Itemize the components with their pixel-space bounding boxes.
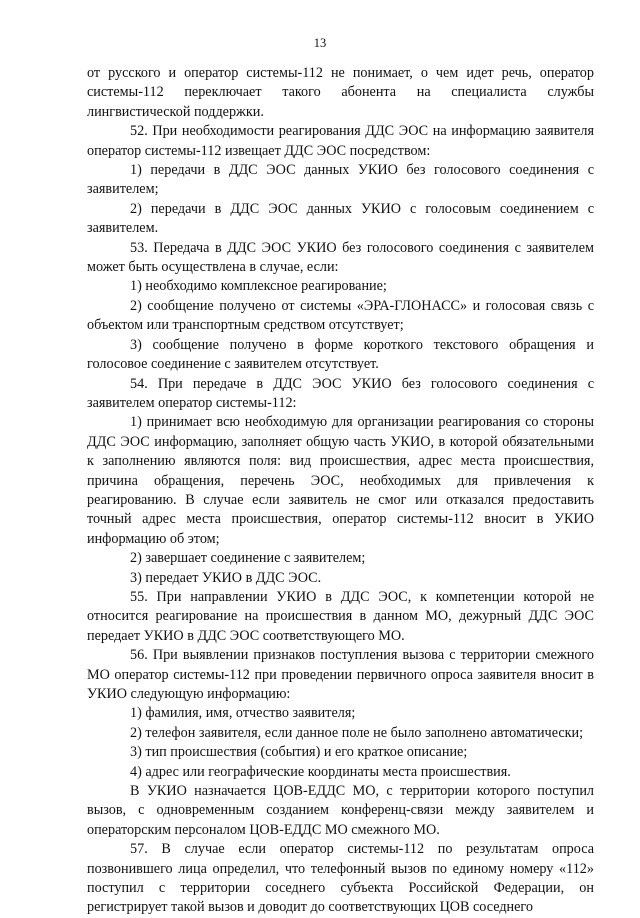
- paragraph-57: 57. В случае если оператор системы-112 по результатам опроса позвонившего лица определил, что телефонный вызов по единому номеру «112» поступил с территории соседнего субъекта Российской Федерации, он регистрирует такой вызов и доводит до соответствующих ЦОВ соседнего: [87, 841, 594, 916]
- document-body: [87, 64, 594, 918]
- paragraph-56-note: В УКИО назначается ЦОВ-ЕДДС МО, с территории которого поступил вызов, с одновременным созданием конференц-связи между заявителем и операторским персоналом ЦОВ-ЕДДС МО смежного МО.: [87, 783, 594, 838]
- paragraph-56-item-1: 1) фамилия, имя, отчество заявителя;: [130, 705, 356, 722]
- paragraph-53-item-1: 1) необходимо комплексное реагирование;: [130, 278, 387, 295]
- paragraph-53: 53. Передача в ДДС ЭОС УКИО без голосового соединения с заявителем может быть осуществлена в случае, если:: [87, 239, 594, 276]
- paragraph-55: 55. При направлении УКИО в ДДС ЭОС, к компетенции которой не относится реагирование на происшествия в данном МО, дежурный ДДС ЭОС передает УКИО в ДДС ЭОС соответствующего МО.: [87, 588, 594, 644]
- paragraph-54-item-2: 2) завершает соединение с заявителем;: [130, 550, 366, 567]
- paragraph-52: 52. При необходимости реагирования ДДС ЭОС на информацию заявителя оператор системы-112 извещает ДДС ЭОС посредством:: [87, 123, 594, 159]
- paragraph-53-item-3: 3) сообщение получено в форме короткого текстового обращения и голосовое соединение с заявителем отсутствует.: [87, 336, 594, 373]
- paragraph-56: 56. При выявлении признаков поступления вызова с территории смежного МО оператор системы-112 при проведении первичного опроса заявителя вносит в УКИО следующую информацию:: [87, 647, 594, 702]
- paragraph-52-item-2: 2) передачи в ДДС ЭОС данных УКИО с голосовым соединением с заявителем.: [87, 200, 594, 237]
- page-number: 13: [313, 36, 327, 50]
- paragraph-52-item-1: 1) передачи в ДДС ЭОС данных УКИО без голосового соединения с заявителем;: [87, 162, 594, 198]
- paragraph-56-item-4: 4) адрес или географические координаты места происшествия.: [130, 763, 511, 780]
- paragraph-54-item-3: 3) передает УКИО в ДДС ЭОС.: [130, 569, 322, 586]
- paragraph-53-item-2: 2) сообщение получено от системы «ЭРА-ГЛОНАСС» и голосовая связь с объектом или транспортным средством отсутствует;: [87, 297, 594, 334]
- paragraph-continuation: от русского и оператор системы-112 не понимает, о чем идет речь, оператор системы-112 переключает такого абонента на специалиста службы лингвистической поддержки.: [87, 65, 594, 120]
- paragraph-56-item-2: 2) телефон заявителя, если данное поле не было заполнено автоматически;: [130, 724, 584, 741]
- paragraph-56-item-3: 3) тип происшествия (события) и его краткое описание;: [130, 744, 468, 761]
- paragraph-54-item-1: 1) принимает всю необходимую для организации реагирования со стороны ДДС ЭОС информацию, заполняет общую часть УКИО, в которой обязательными к заполнению являются поля: вид происшествия, адрес места происшествия, причина обращения, перечень ЭОС, необходимых для привлечения к реагированию. В случае если заявитель не смог или отказался предоставить точный адрес места происшествия, оператор системы-112 вносит в УКИО информацию об этом;: [87, 414, 594, 547]
- paragraph-54: 54. При передаче в ДДС ЭОС УКИО без голосового соединения с заявителем оператор системы-112:: [87, 375, 594, 411]
